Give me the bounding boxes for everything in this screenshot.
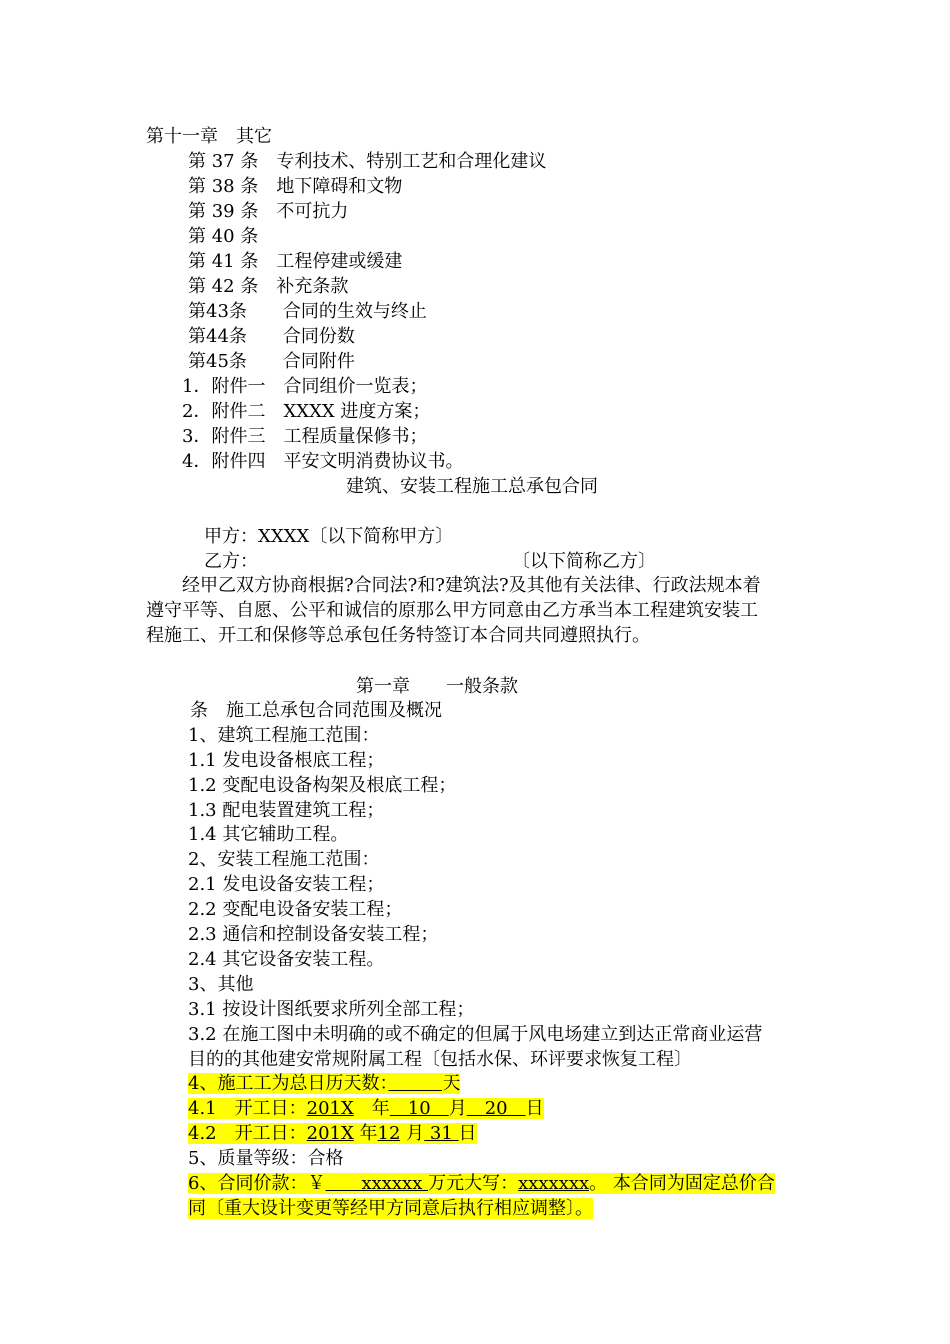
section-item: 3.1 按设计图纸要求所列全部工程； xyxy=(188,999,475,1020)
end-date-label: 4.2 开工日： xyxy=(188,1123,307,1144)
duration-label: 4、施工工为总日历天数： xyxy=(188,1073,389,1094)
toc-item: 第 40 条 xyxy=(188,226,259,247)
end-month: 12 xyxy=(377,1123,401,1144)
quality-grade: 5、质量等级：合格 xyxy=(188,1148,344,1169)
chapter-heading: 第一章 一般条款 xyxy=(356,676,518,697)
price-line xyxy=(188,1171,775,1196)
start-date-line xyxy=(188,1096,544,1121)
section-item: 2.1 发电设备安装工程； xyxy=(188,874,385,895)
intro-line: 程施工、开工和保修等总承包任务特签订本合同共同遵照执行。 xyxy=(146,625,650,646)
section-heading: 2、安装工程施工范围： xyxy=(188,849,380,870)
intro-line: 遵守平等、自愿、公平和诚信的原那么甲方同意由乙方承当本工程建筑安装工 xyxy=(146,600,758,621)
month-unit: 月 xyxy=(400,1123,425,1144)
contract-title: 建筑、安装工程施工总承包合同 xyxy=(346,476,598,497)
price-tail: 。 本合同为固定总价合 xyxy=(589,1173,775,1194)
toc-attachment: 4．附件四 平安文明消费协议书。 xyxy=(182,451,464,472)
section-item: 2.2 变配电设备安装工程； xyxy=(188,899,403,920)
toc-item: 第 37 条 专利技术、特别工艺和合理化建议 xyxy=(188,151,547,172)
duration-blank xyxy=(388,1073,442,1094)
party-b-note: 〔以下简称乙方〕 xyxy=(512,551,656,572)
start-year: 201X xyxy=(306,1098,354,1119)
start-date-label: 4.1 开工日： xyxy=(188,1098,307,1119)
section-item: 1.1 发电设备根底工程； xyxy=(188,750,385,771)
intro-line: 经甲乙双方协商根据?合同法?和?建筑法?及其他有关法律、行政法规本着 xyxy=(182,575,761,596)
section-item: 2.4 其它设备安装工程。 xyxy=(188,949,385,970)
price-amount: xxxxxx xyxy=(325,1173,429,1194)
start-month: 10 xyxy=(389,1098,449,1119)
section-item: 2.3 通信和控制设备安装工程； xyxy=(188,924,439,945)
duration-unit: 天 xyxy=(442,1073,461,1094)
party-a: 甲方：XXXX〔以下简称甲方〕 xyxy=(204,526,454,547)
start-day: 20 xyxy=(466,1098,526,1119)
price-upper: xxxxxxx xyxy=(518,1173,590,1194)
section-item: 1.3 配电装置建筑工程； xyxy=(188,800,385,821)
day-unit: 日 xyxy=(458,1123,477,1144)
section-item: 1.4 其它辅助工程。 xyxy=(188,824,349,845)
toc-item: 第 38 条 地下障碍和文物 xyxy=(188,176,403,197)
section-heading: 3、其他 xyxy=(188,974,254,995)
year-unit: 年 xyxy=(353,1098,390,1119)
toc-item: 第44条 合同份数 xyxy=(188,326,355,347)
section-item: 1.2 变配电设备构架及根底工程； xyxy=(188,775,457,796)
price-line-continued xyxy=(188,1196,593,1221)
article-heading: 条 施工总承包合同范围及概况 xyxy=(190,700,442,721)
toc-attachment: 3．附件三 工程质量保修书； xyxy=(182,426,428,447)
end-date-line xyxy=(188,1121,477,1146)
toc-item: 第 39 条 不可抗力 xyxy=(188,201,349,222)
toc-item: 第 42 条 补充条款 xyxy=(188,276,349,297)
day-unit: 日 xyxy=(525,1098,544,1119)
toc-chapter: 第十一章 其它 xyxy=(146,126,272,147)
section-heading: 1、建筑工程施工范围： xyxy=(188,725,380,746)
price-note: 同〔重大设计变更等经甲方同意后执行相应调整〕。 xyxy=(188,1198,593,1219)
party-b-label: 乙方： xyxy=(204,551,258,572)
section-item: 3.2 在施工图中未明确的或不确定的但属于风电场建立到达正常商业运营 xyxy=(188,1024,763,1045)
end-day: 31 xyxy=(424,1123,459,1144)
price-label: 6、合同价款：￥ xyxy=(188,1173,326,1194)
price-unit: 万元大写： xyxy=(428,1173,519,1194)
toc-item: 第 41 条 工程停建或缓建 xyxy=(188,251,403,272)
duration-line xyxy=(188,1071,460,1096)
end-year: 201X xyxy=(306,1123,354,1144)
month-unit: 月 xyxy=(448,1098,467,1119)
section-item-continued: 目的的其他建安常规附属工程〔包括水保、环评要求恢复工程〕 xyxy=(188,1049,692,1070)
toc-item: 第45条 合同附件 xyxy=(188,351,355,372)
toc-item: 第43条 合同的生效与终止 xyxy=(188,301,427,322)
toc-attachment: 1．附件一 合同组价一览表； xyxy=(182,376,428,397)
year-unit: 年 xyxy=(353,1123,378,1144)
toc-attachment: 2．附件二 XXXX 进度方案； xyxy=(182,401,431,422)
